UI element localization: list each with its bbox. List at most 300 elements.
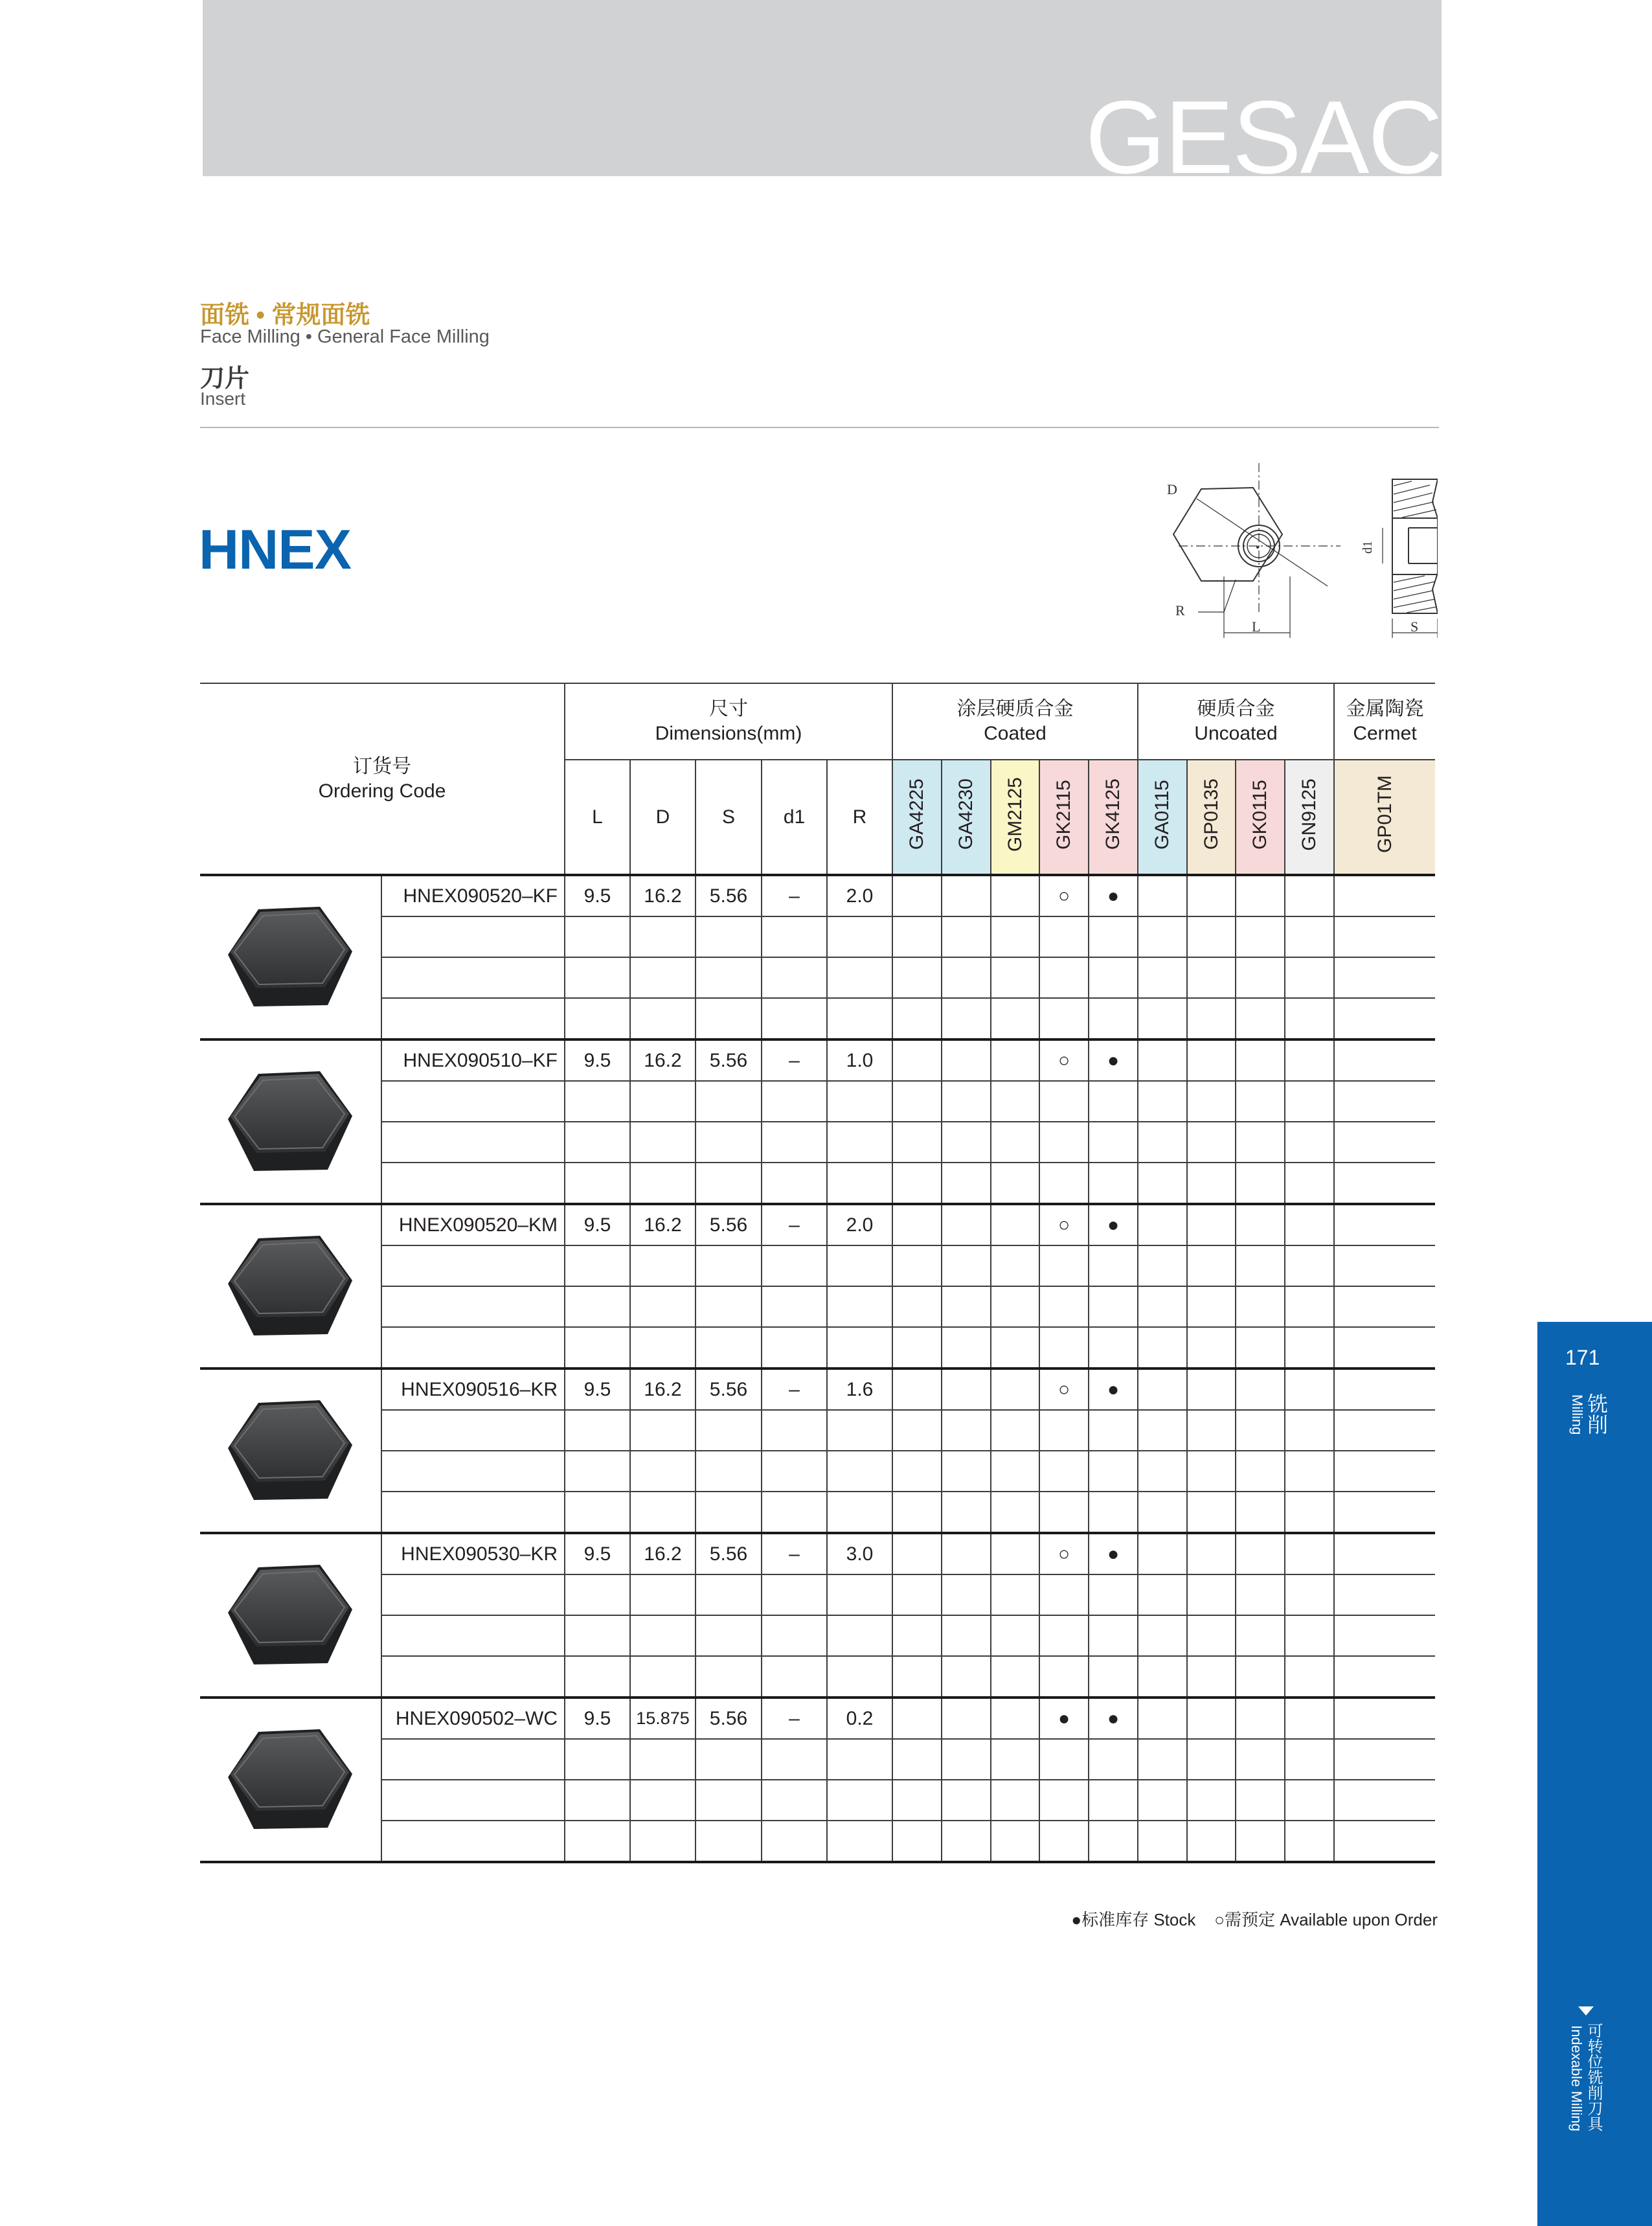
empty-cell <box>1089 1327 1138 1369</box>
empty-cell <box>1285 1615 1334 1656</box>
empty-cell <box>1138 1615 1187 1656</box>
empty-cell <box>1236 1245 1285 1286</box>
dim-col-D: D <box>630 760 696 875</box>
empty-cell <box>1138 1163 1187 1204</box>
insert-image <box>200 1533 381 1698</box>
empty-cell <box>696 1656 762 1698</box>
table-row-blank <box>200 1245 1435 1286</box>
empty-cell <box>1089 998 1138 1039</box>
empty-cell <box>1187 1327 1236 1369</box>
empty-cell <box>991 1451 1039 1492</box>
empty-cell <box>892 1821 942 1862</box>
empty-cell <box>1334 1615 1435 1656</box>
empty-cell <box>696 1327 762 1369</box>
empty-cell <box>892 1286 942 1327</box>
empty-cell <box>892 957 942 998</box>
ordering-code: HNEX090520–KF <box>381 875 565 916</box>
dim-l: 9.5 <box>565 1204 630 1245</box>
empty-cell <box>1187 1492 1236 1533</box>
empty-cell <box>942 957 991 998</box>
drawing-label-d1: d1 <box>1361 541 1375 554</box>
empty-cell <box>1187 1451 1236 1492</box>
empty-cell <box>1138 1327 1187 1369</box>
empty-cell <box>1039 1615 1089 1656</box>
grade-mark <box>1285 1204 1334 1245</box>
ordering-code-empty <box>381 1286 565 1327</box>
empty-cell <box>1089 1122 1138 1163</box>
grade-mark <box>1187 1204 1236 1245</box>
category-title-cn: 面铣 • 常规面铣 <box>200 302 370 329</box>
grade-mark <box>1285 1533 1334 1574</box>
empty-cell <box>1285 1410 1334 1451</box>
empty-cell <box>630 1492 696 1533</box>
grade-mark <box>942 1369 991 1410</box>
grade-mark <box>892 1369 942 1410</box>
dim-l: 9.5 <box>565 1039 630 1081</box>
dimensions-en: Dimensions(mm) <box>655 723 802 744</box>
dimensions-header <box>565 683 892 760</box>
empty-cell <box>942 1492 991 1533</box>
grade-mark <box>1334 1039 1435 1081</box>
ordering-code-empty <box>381 1327 565 1369</box>
empty-cell <box>892 1163 942 1204</box>
empty-cell <box>565 1410 630 1451</box>
grade-mark <box>991 1369 1039 1410</box>
empty-cell <box>1285 1656 1334 1698</box>
empty-cell <box>991 998 1039 1039</box>
table-row-blank <box>200 1615 1435 1656</box>
empty-cell <box>827 1574 892 1615</box>
empty-cell <box>1187 1163 1236 1204</box>
empty-cell <box>991 1739 1039 1780</box>
empty-cell <box>630 998 696 1039</box>
empty-cell <box>1285 1163 1334 1204</box>
grade-mark <box>892 1533 942 1574</box>
empty-cell <box>942 1410 991 1451</box>
empty-cell <box>942 1615 991 1656</box>
ordering-code: HNEX090502–WC <box>381 1698 565 1739</box>
grade-mark: ○ <box>1039 875 1089 916</box>
empty-cell <box>1285 1122 1334 1163</box>
empty-cell <box>1334 1451 1435 1492</box>
empty-cell <box>1334 1327 1435 1369</box>
grade-mark <box>1285 1698 1334 1739</box>
category-title-en: Face Milling • General Face Milling <box>200 326 490 347</box>
empty-cell <box>1138 1574 1187 1615</box>
empty-cell <box>762 1821 827 1862</box>
grade-mark <box>942 1698 991 1739</box>
empty-cell <box>991 1615 1039 1656</box>
empty-cell <box>1285 1327 1334 1369</box>
uncoated-en: Uncoated <box>1194 723 1278 744</box>
empty-cell <box>565 1081 630 1122</box>
empty-cell <box>565 1821 630 1862</box>
dim-d: 16.2 <box>630 1369 696 1410</box>
empty-cell <box>1236 1739 1285 1780</box>
grade-mark <box>991 1698 1039 1739</box>
empty-cell <box>630 1327 696 1369</box>
empty-cell <box>1236 1286 1285 1327</box>
empty-cell <box>1236 1492 1285 1533</box>
dim-r: 2.0 <box>827 875 892 916</box>
ordering-code-empty <box>381 1492 565 1533</box>
empty-cell <box>1039 1410 1089 1451</box>
grade-mark <box>1334 1204 1435 1245</box>
empty-cell <box>696 1492 762 1533</box>
dim-r: 0.2 <box>827 1698 892 1739</box>
empty-cell <box>1285 1574 1334 1615</box>
grade-mark <box>1334 1533 1435 1574</box>
empty-cell <box>1285 1286 1334 1327</box>
table-row-blank <box>200 916 1435 957</box>
grade-mark <box>942 1039 991 1081</box>
empty-cell <box>892 1245 942 1286</box>
table-row-blank <box>200 957 1435 998</box>
uncoated-header <box>1138 683 1334 760</box>
empty-cell <box>942 1739 991 1780</box>
empty-cell <box>892 998 942 1039</box>
empty-cell <box>1187 998 1236 1039</box>
empty-cell <box>762 1122 827 1163</box>
empty-cell <box>696 1245 762 1286</box>
empty-cell <box>991 957 1039 998</box>
empty-cell <box>1236 1615 1285 1656</box>
empty-cell <box>827 1780 892 1821</box>
empty-cell <box>892 1122 942 1163</box>
empty-cell <box>1089 1410 1138 1451</box>
empty-cell <box>942 1245 991 1286</box>
subcategory-title-en: Insert <box>200 389 246 409</box>
section-label-cn: 铣削 <box>1585 1393 1608 1435</box>
empty-cell <box>1187 1081 1236 1122</box>
empty-cell <box>630 1163 696 1204</box>
empty-cell <box>565 1122 630 1163</box>
empty-cell <box>1334 1492 1435 1533</box>
empty-cell <box>827 957 892 998</box>
empty-cell <box>1236 1410 1285 1451</box>
empty-cell <box>942 1780 991 1821</box>
empty-cell <box>1039 1821 1089 1862</box>
empty-cell <box>630 1245 696 1286</box>
empty-cell <box>942 1451 991 1492</box>
grade-mark: ○ <box>1039 1533 1089 1574</box>
grade-mark <box>1138 1369 1187 1410</box>
empty-cell <box>762 916 827 957</box>
empty-cell <box>1039 1122 1089 1163</box>
empty-cell <box>827 1286 892 1327</box>
grade-mark <box>1334 1369 1435 1410</box>
ordering-code: HNEX090520–KM <box>381 1204 565 1245</box>
empty-cell <box>565 1286 630 1327</box>
ordering-code-empty <box>381 1122 565 1163</box>
empty-cell <box>1089 916 1138 957</box>
empty-cell <box>1089 1739 1138 1780</box>
empty-cell <box>827 1122 892 1163</box>
empty-cell <box>762 1492 827 1533</box>
empty-cell <box>762 1451 827 1492</box>
grade-mark <box>1138 1204 1187 1245</box>
empty-cell <box>827 1081 892 1122</box>
grade-mark: ● <box>1089 1204 1138 1245</box>
grade-mark <box>942 875 991 916</box>
empty-cell <box>991 1245 1039 1286</box>
table-row-blank <box>200 1821 1435 1862</box>
empty-cell <box>1039 1739 1089 1780</box>
empty-cell <box>991 1081 1039 1122</box>
drawing-label-S: S <box>1410 619 1419 635</box>
empty-cell <box>1187 1410 1236 1451</box>
ordering-code: HNEX090516–KR <box>381 1369 565 1410</box>
empty-cell <box>942 1122 991 1163</box>
grade-mark <box>942 1533 991 1574</box>
empty-cell <box>1187 957 1236 998</box>
empty-cell <box>1039 1451 1089 1492</box>
empty-cell <box>762 998 827 1039</box>
dim-d1: – <box>762 875 827 916</box>
grade-mark: ● <box>1039 1698 1089 1739</box>
ordering-code-empty <box>381 916 565 957</box>
empty-cell <box>565 1163 630 1204</box>
grade-mark: ● <box>1089 875 1138 916</box>
dim-l: 9.5 <box>565 1698 630 1739</box>
table-row-blank <box>200 1574 1435 1615</box>
chapter-label <box>1568 2023 1601 2135</box>
empty-cell <box>1334 1821 1435 1862</box>
empty-cell <box>991 1163 1039 1204</box>
empty-cell <box>1236 916 1285 957</box>
empty-cell <box>892 1410 942 1451</box>
empty-cell <box>565 1739 630 1780</box>
dim-s: 5.56 <box>696 1698 762 1739</box>
ordering-code-empty <box>381 1163 565 1204</box>
empty-cell <box>762 1410 827 1451</box>
empty-cell <box>1138 998 1187 1039</box>
dim-col-L: L <box>565 760 630 875</box>
dim-r: 2.0 <box>827 1204 892 1245</box>
empty-cell <box>696 1574 762 1615</box>
empty-cell <box>696 1410 762 1451</box>
empty-cell <box>696 957 762 998</box>
empty-cell <box>1334 1410 1435 1451</box>
empty-cell <box>1334 1780 1435 1821</box>
ordering-code-empty <box>381 1821 565 1862</box>
empty-cell <box>565 1327 630 1369</box>
dim-col-d1: d1 <box>762 760 827 875</box>
empty-cell <box>942 1656 991 1698</box>
grade-mark <box>1236 1039 1285 1081</box>
grade-mark <box>1187 875 1236 916</box>
empty-cell <box>565 1245 630 1286</box>
table-row <box>200 1369 1435 1410</box>
table-row <box>200 875 1435 916</box>
empty-cell <box>1187 1780 1236 1821</box>
empty-cell <box>892 1492 942 1533</box>
empty-cell <box>1089 1081 1138 1122</box>
empty-cell <box>1187 1245 1236 1286</box>
empty-cell <box>1187 1122 1236 1163</box>
empty-cell <box>991 1122 1039 1163</box>
section-label-en: Milling <box>1569 1394 1585 1435</box>
empty-cell <box>1236 1327 1285 1369</box>
dim-d: 16.2 <box>630 1204 696 1245</box>
grade-mark <box>1187 1533 1236 1574</box>
empty-cell <box>892 1615 942 1656</box>
empty-cell <box>1138 1821 1187 1862</box>
grade-mark <box>1236 1204 1285 1245</box>
empty-cell <box>1236 1081 1285 1122</box>
ordering-code-empty <box>381 957 565 998</box>
ordering-code-empty <box>381 1656 565 1698</box>
empty-cell <box>1138 1410 1187 1451</box>
grade-mark <box>1138 1533 1187 1574</box>
empty-cell <box>942 998 991 1039</box>
grade-mark <box>892 1039 942 1081</box>
table-row-blank <box>200 1451 1435 1492</box>
empty-cell <box>1039 1286 1089 1327</box>
empty-cell <box>1138 1081 1187 1122</box>
table-row-blank <box>200 1739 1435 1780</box>
empty-cell <box>827 1163 892 1204</box>
section-sidebar <box>1537 1322 1652 2226</box>
empty-cell <box>1334 1163 1435 1204</box>
empty-cell <box>827 1410 892 1451</box>
empty-cell <box>696 1780 762 1821</box>
grade-mark <box>1236 1369 1285 1410</box>
grade-mark <box>1138 1698 1187 1739</box>
header-band <box>203 0 1442 176</box>
grade-mark <box>1187 1369 1236 1410</box>
empty-cell <box>827 998 892 1039</box>
ordering-code-empty <box>381 1780 565 1821</box>
empty-cell <box>1039 1245 1089 1286</box>
empty-cell <box>827 1615 892 1656</box>
table-row-blank <box>200 998 1435 1039</box>
empty-cell <box>762 957 827 998</box>
empty-cell <box>1334 1081 1435 1122</box>
empty-cell <box>630 1081 696 1122</box>
empty-cell <box>942 1286 991 1327</box>
dim-d1: – <box>762 1533 827 1574</box>
empty-cell <box>892 1081 942 1122</box>
dim-s: 5.56 <box>696 1204 762 1245</box>
ordering-code-empty <box>381 1574 565 1615</box>
empty-cell <box>1039 916 1089 957</box>
dimensions-cn: 尺寸 <box>709 698 748 720</box>
table-row-blank <box>200 1163 1435 1204</box>
cermet-cn: 金属陶瓷 <box>1346 698 1424 720</box>
ordering-code-empty <box>381 1410 565 1451</box>
empty-cell <box>565 998 630 1039</box>
grade-header-ga4230: GA4230 <box>942 760 991 875</box>
empty-cell <box>696 1615 762 1656</box>
dim-col-S: S <box>696 760 762 875</box>
dim-s: 5.56 <box>696 1369 762 1410</box>
empty-cell <box>1138 916 1187 957</box>
empty-cell <box>1039 1656 1089 1698</box>
grade-mark <box>991 1533 1039 1574</box>
empty-cell <box>942 1327 991 1369</box>
empty-cell <box>827 1245 892 1286</box>
dim-s: 5.56 <box>696 1533 762 1574</box>
grade-mark <box>942 1204 991 1245</box>
grade-header-gk2115: GK2115 <box>1039 760 1089 875</box>
empty-cell <box>1089 1245 1138 1286</box>
empty-cell <box>1334 998 1435 1039</box>
grade-mark: ○ <box>1039 1039 1089 1081</box>
empty-cell <box>1334 1739 1435 1780</box>
drawing-label-D: D <box>1167 481 1177 497</box>
empty-cell <box>1089 1451 1138 1492</box>
empty-cell <box>942 1574 991 1615</box>
grade-mark: ○ <box>1039 1204 1089 1245</box>
empty-cell <box>827 1656 892 1698</box>
dim-s: 5.56 <box>696 1039 762 1081</box>
empty-cell <box>630 1739 696 1780</box>
empty-cell <box>630 1410 696 1451</box>
empty-cell <box>762 1780 827 1821</box>
dim-l: 9.5 <box>565 875 630 916</box>
table-body <box>200 875 1435 1862</box>
table-row-blank <box>200 1286 1435 1327</box>
empty-cell <box>762 1615 827 1656</box>
empty-cell <box>1138 1122 1187 1163</box>
empty-cell <box>696 1122 762 1163</box>
empty-cell <box>630 1615 696 1656</box>
empty-cell <box>1187 1286 1236 1327</box>
insert-image <box>200 1204 381 1369</box>
empty-cell <box>892 1780 942 1821</box>
empty-cell <box>762 1656 827 1698</box>
empty-cell <box>1138 1780 1187 1821</box>
dim-d1: – <box>762 1039 827 1081</box>
grade-mark <box>892 875 942 916</box>
dim-l: 9.5 <box>565 1369 630 1410</box>
cermet-header <box>1334 683 1435 760</box>
dim-d1: – <box>762 1369 827 1410</box>
empty-cell <box>1138 1492 1187 1533</box>
table-row-blank <box>200 1410 1435 1451</box>
empty-cell <box>1334 916 1435 957</box>
ordering-code-empty <box>381 1451 565 1492</box>
grade-header-ga4225: GA4225 <box>892 760 942 875</box>
empty-cell <box>696 998 762 1039</box>
empty-cell <box>1236 1122 1285 1163</box>
table-row-blank <box>200 1081 1435 1122</box>
empty-cell <box>1089 1821 1138 1862</box>
empty-cell <box>1138 1656 1187 1698</box>
table-row-blank <box>200 1492 1435 1533</box>
empty-cell <box>991 916 1039 957</box>
empty-cell <box>1187 1739 1236 1780</box>
ordering-code-empty <box>381 998 565 1039</box>
grade-mark <box>1138 875 1187 916</box>
empty-cell <box>1138 1245 1187 1286</box>
empty-cell <box>1334 957 1435 998</box>
empty-cell <box>892 1327 942 1369</box>
empty-cell <box>1236 957 1285 998</box>
page-number: 171 <box>1565 1346 1600 1369</box>
grade-mark <box>1138 1039 1187 1081</box>
dim-r: 1.0 <box>827 1039 892 1081</box>
empty-cell <box>1089 1615 1138 1656</box>
grade-mark <box>1236 1698 1285 1739</box>
grade-header-gm2125: GM2125 <box>991 760 1039 875</box>
empty-cell <box>630 1821 696 1862</box>
section-label <box>1568 1393 1607 1438</box>
drawing-label-L: L <box>1252 619 1261 635</box>
triangle-down-icon <box>1578 2006 1594 2016</box>
brand-wordmark: GESAC <box>1085 79 1442 176</box>
